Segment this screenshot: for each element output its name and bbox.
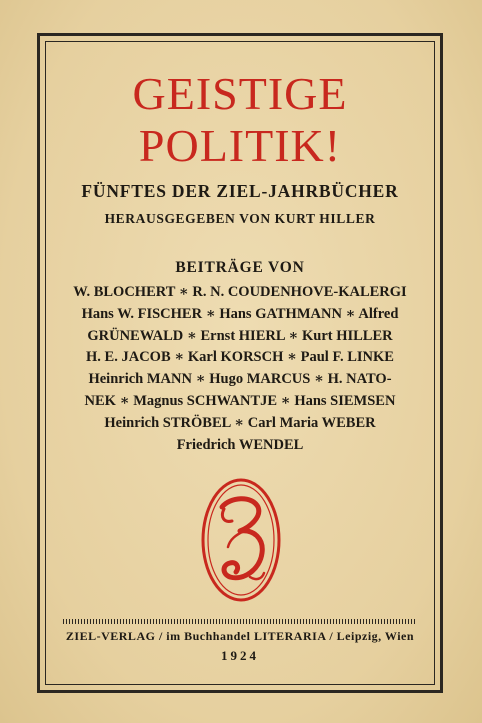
contributor-line: NEK ∗ Magnus SCHWANTJE ∗ Hans SIEMSEN: [84, 392, 396, 409]
cover-content: [45, 41, 435, 685]
contributor-line: Heinrich MANN ∗ Hugo MARCUS ∗ H. NATO-: [88, 371, 392, 388]
publication-year: 1924: [221, 648, 259, 663]
subtitle: FÜNFTES DER ZIEL-JAHRBÜCHER: [81, 181, 399, 201]
ziel-logo-emblem: [200, 477, 282, 603]
contributors-heading: BEITRÄGE VON: [175, 259, 305, 276]
title-line-1: GEISTIGE: [132, 68, 348, 119]
contributors-list: [45, 282, 435, 456]
title-line-2: POLITIK!: [138, 120, 342, 171]
decorative-rule: [63, 619, 417, 624]
contributor-line: W. BLOCHERT ∗ R. N. COUDENHOVE-KALERGI: [73, 284, 407, 300]
contributor-line: Heinrich STRÖBEL ∗ Carl Maria WEBER: [104, 414, 376, 431]
contributor-line: H. E. JACOB ∗ Karl KORSCH ∗ Paul F. LINKE: [86, 349, 394, 366]
contributor-line: Friedrich WENDEL: [176, 436, 304, 453]
contributor-line: Hans W. FISCHER ∗ Hans GATHMANN ∗ Alfred: [81, 305, 399, 322]
editor-line: HERAUSGEGEBEN VON KURT HILLER: [104, 211, 376, 226]
contributor-line: GRÜNEWALD ∗ Ernst HIERL ∗ Kurt HILLER: [87, 327, 393, 344]
publisher-line: ZIEL-VERLAG / im Buchhandel LITERARIA / Leipzig, Wien: [65, 629, 415, 643]
